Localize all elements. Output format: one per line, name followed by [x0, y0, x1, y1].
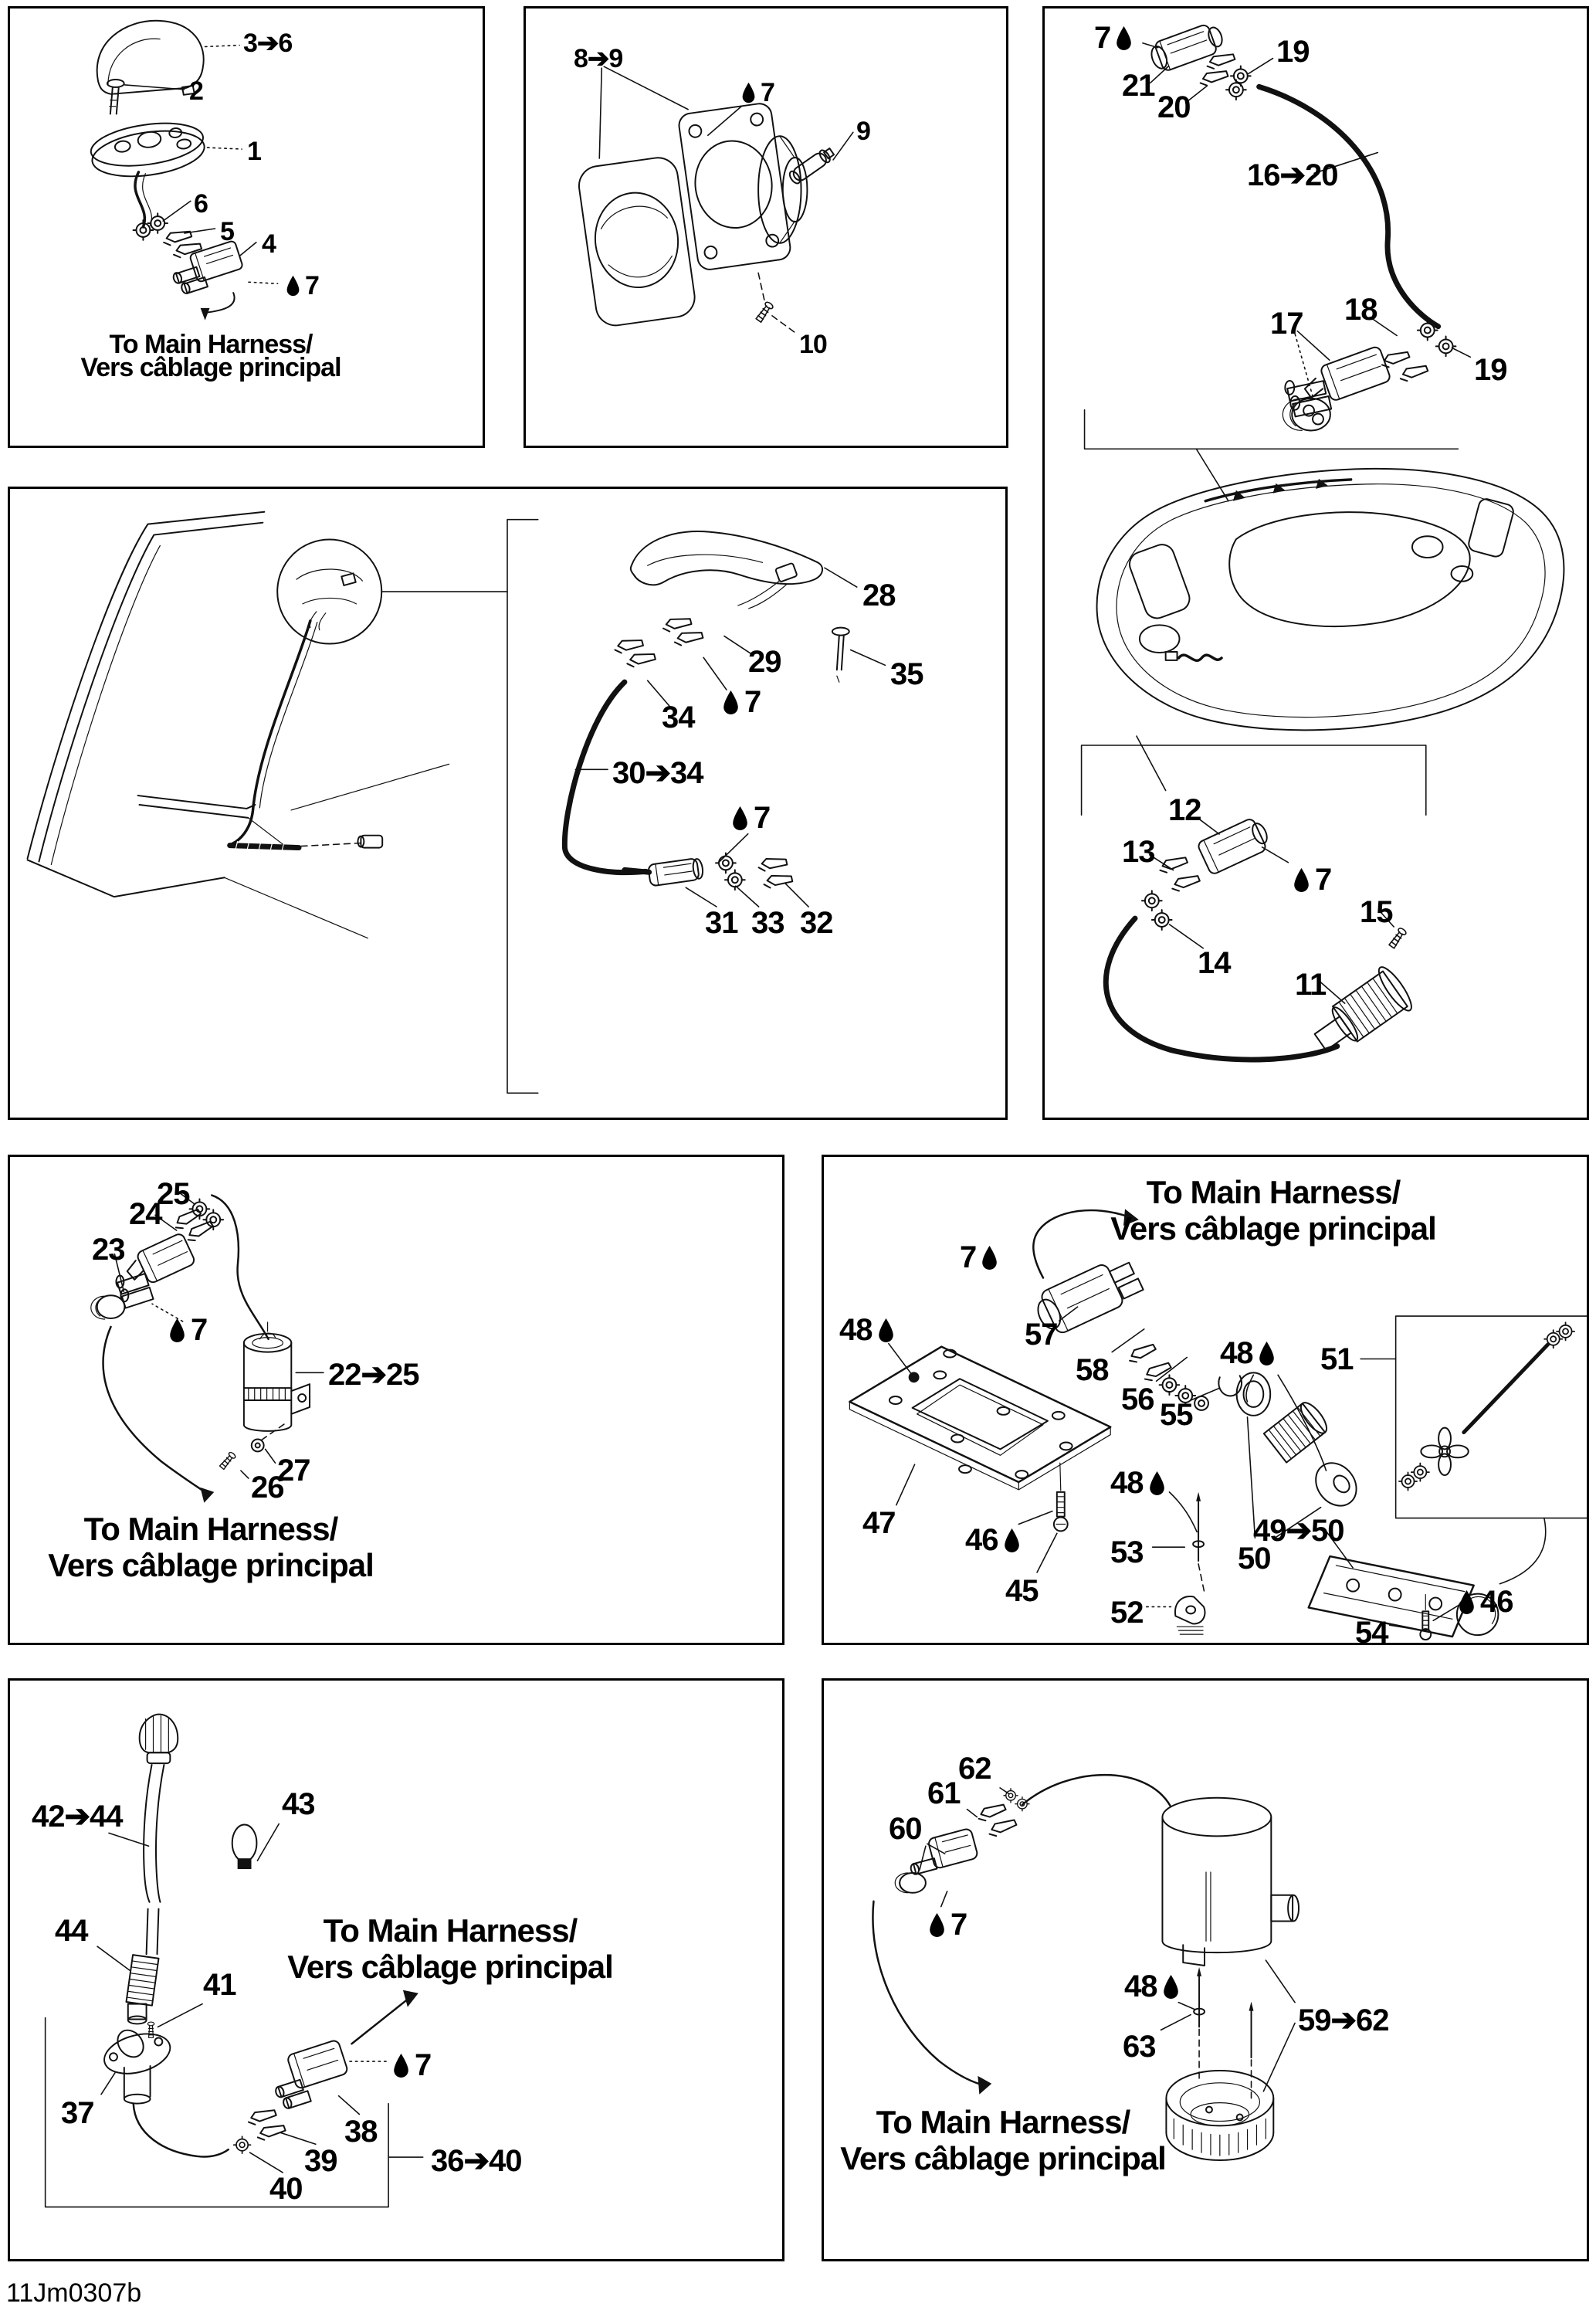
callout-36-40: 36➔40: [431, 2144, 522, 2178]
callout-62: 62: [958, 1752, 991, 1786]
callout-33: 33: [751, 906, 784, 940]
callout-19: 19: [1474, 353, 1507, 387]
callout-14: 14: [1198, 946, 1231, 980]
callout-7: 7: [1292, 864, 1331, 895]
callout-35: 35: [890, 657, 923, 691]
callout-46: 46: [1457, 1586, 1513, 1617]
callout-25: 25: [157, 1177, 190, 1211]
callout-1: 1: [247, 137, 261, 166]
callout-7: 7: [285, 273, 319, 299]
callout-58: 58: [1076, 1353, 1109, 1387]
callout-63: 63: [1123, 2030, 1156, 2064]
callout-30-34: 30➔34: [612, 756, 703, 790]
callout-31: 31: [705, 906, 738, 940]
callout-53: 53: [1110, 1535, 1144, 1569]
callout-48: 48: [1124, 1971, 1181, 2002]
drawing-number: 11Jm0307b: [6, 2278, 142, 2308]
callout-56: 56: [1121, 1382, 1154, 1416]
lubricant-drop-icon: [1161, 1974, 1181, 2000]
callout-7: 7: [927, 1909, 967, 1940]
callout-48: 48: [1220, 1338, 1276, 1369]
callout-16-20: 16➔20: [1247, 158, 1338, 192]
callout-7: 7: [168, 1315, 207, 1345]
callout-11: 11: [1295, 968, 1327, 1002]
callout-49-50: 49➔50: [1253, 1514, 1344, 1548]
panel-speed-sensor: [822, 1155, 1589, 1650]
callout-7: 7: [960, 1242, 999, 1273]
lubricant-drop-icon: [1257, 1341, 1276, 1366]
callout-28: 28: [862, 578, 896, 612]
to-main-harness-label: To Main Harness/ Vers câblage principal: [80, 330, 341, 382]
panel-harness-hull: [1042, 6, 1589, 1120]
panel-flush-light: [524, 6, 1008, 448]
callout-50: 50: [1238, 1542, 1271, 1576]
console-harness-drawing: [10, 489, 1005, 1118]
callout-48: 48: [839, 1315, 896, 1345]
callout-61: 61: [927, 1776, 961, 1810]
callout-15: 15: [1360, 895, 1393, 929]
to-main-harness-label: To Main Harness/ Vers câblage principal: [48, 1511, 374, 1583]
callout-48: 48: [1110, 1467, 1167, 1498]
callout-21: 21: [1122, 69, 1155, 103]
panel-pole-light: [8, 1678, 784, 2261]
callout-27: 27: [277, 1454, 310, 1488]
lubricant-drop-icon: [1114, 25, 1133, 51]
callout-20: 20: [1157, 90, 1191, 124]
callout-51: 51: [1320, 1342, 1354, 1376]
callout-5: 5: [220, 217, 234, 246]
callout-38: 38: [344, 2115, 378, 2149]
callout-45: 45: [1005, 1574, 1039, 1608]
callout-52: 52: [1110, 1596, 1144, 1630]
callout-4: 4: [262, 229, 276, 259]
callout-19: 19: [1276, 35, 1310, 69]
callout-7: 7: [730, 802, 770, 833]
lubricant-drop-icon: [927, 1912, 947, 1938]
flush-light-drawing: [526, 8, 1006, 446]
callout-60: 60: [889, 1812, 922, 1846]
callout-7: 7: [740, 80, 774, 106]
callout-40: 40: [269, 2172, 303, 2206]
callout-7: 7: [1094, 22, 1133, 53]
callout-7: 7: [721, 687, 761, 717]
to-main-harness-label: To Main Harness/ Vers câblage principal: [1110, 1174, 1436, 1247]
callout-47: 47: [862, 1506, 896, 1540]
callout-12: 12: [1168, 793, 1201, 827]
lubricant-drop-icon: [1292, 867, 1311, 893]
lubricant-drop-icon: [1002, 1528, 1022, 1553]
callout-26: 26: [251, 1471, 284, 1505]
callout-2: 2: [189, 76, 203, 106]
lubricant-drop-icon: [391, 2053, 411, 2078]
callout-42-44: 42➔44: [32, 1800, 123, 1834]
lubricant-drop-icon: [730, 806, 750, 831]
callout-23: 23: [92, 1233, 125, 1267]
lubricant-drop-icon: [168, 1318, 187, 1343]
callout-22-25: 22➔25: [328, 1358, 419, 1392]
callout-13: 13: [1122, 835, 1155, 869]
callout-6: 6: [194, 189, 208, 219]
panel-bow-light: [8, 6, 485, 448]
lubricant-drop-icon: [285, 275, 301, 297]
callout-18: 18: [1344, 293, 1377, 327]
lubricant-drop-icon: [876, 1318, 896, 1343]
callout-3-6: 3➔6: [243, 29, 293, 58]
callout-29: 29: [748, 645, 781, 679]
callout-7: 7: [391, 2050, 431, 2081]
callout-57: 57: [1025, 1318, 1058, 1352]
panel-console-harness: [8, 487, 1008, 1120]
lubricant-drop-icon: [740, 82, 757, 103]
callout-54: 54: [1355, 1616, 1388, 1650]
callout-44: 44: [55, 1914, 88, 1948]
callout-32: 32: [800, 906, 833, 940]
callout-34: 34: [662, 701, 695, 734]
callout-24: 24: [129, 1197, 162, 1231]
lubricant-drop-icon: [721, 690, 740, 715]
callout-46: 46: [965, 1525, 1022, 1555]
callout-55: 55: [1160, 1398, 1193, 1432]
callout-17: 17: [1270, 307, 1303, 341]
panel-connector-canister: [8, 1155, 784, 1645]
callout-39: 39: [304, 2144, 337, 2178]
callout-41: 41: [203, 1968, 236, 2002]
to-main-harness-label: To Main Harness/ Vers câblage principal: [840, 2104, 1166, 2176]
callout-59-62: 59➔62: [1298, 2003, 1389, 2037]
lubricant-drop-icon: [980, 1245, 999, 1270]
callout-10: 10: [799, 330, 827, 359]
callout-9: 9: [856, 117, 870, 146]
panel-bilge-pump: [822, 1678, 1589, 2261]
to-main-harness-label: To Main Harness/ Vers câblage principal: [287, 1912, 613, 1985]
lubricant-drop-icon: [1457, 1589, 1476, 1615]
lubricant-drop-icon: [1147, 1471, 1167, 1496]
callout-8-9: 8➔9: [574, 44, 623, 73]
callout-37: 37: [61, 2096, 94, 2130]
callout-43: 43: [282, 1787, 315, 1821]
